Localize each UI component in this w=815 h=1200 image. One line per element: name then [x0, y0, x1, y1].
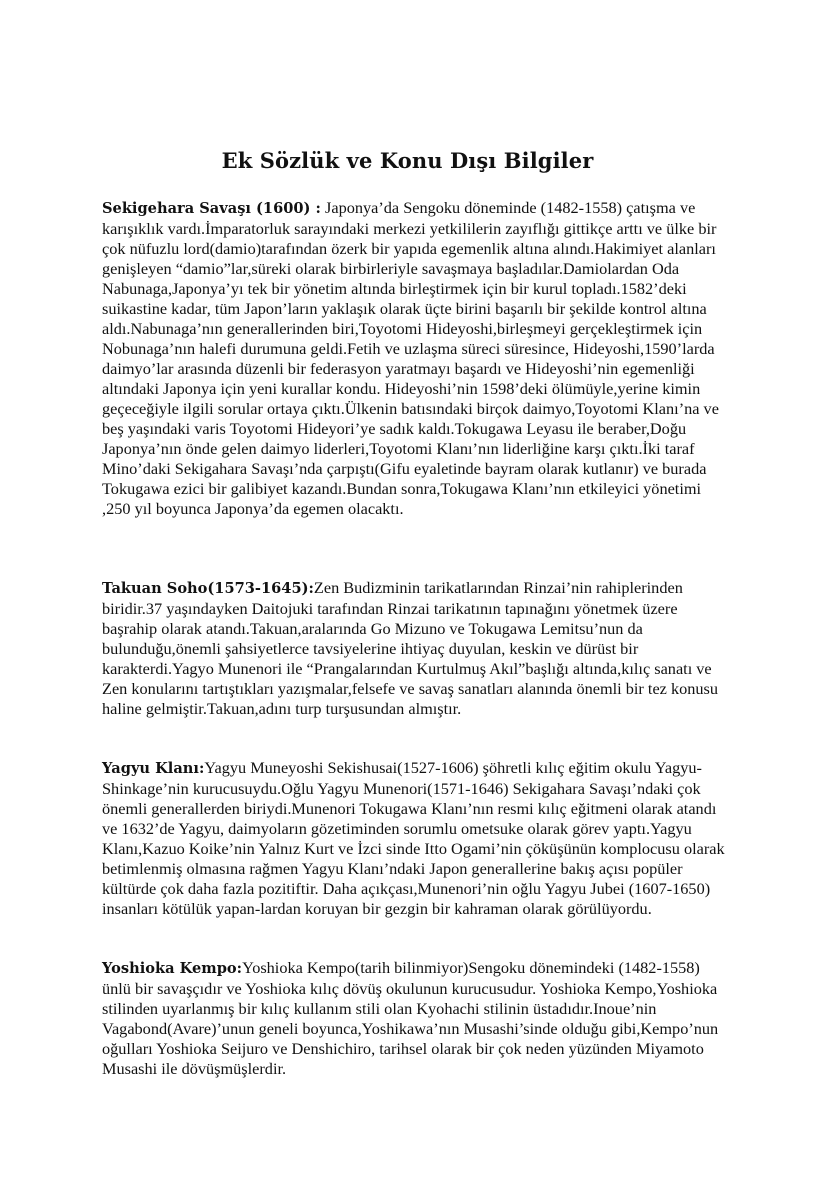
entry-term: Sekigehara Savaşı (1600) :: [102, 200, 321, 217]
entry-text: Yoshioka Kempo(tarih bilinmiyor)Sengoku dönemindeki (1482-1558) ünlü bir savaşçıdır ve Yoshioka kılıç dövüş okulunun kurucusudur. Yoshioka Kempo,Yoshioka stilinden uyarlanmış bir kılıç kullanım stili olan Kyohachi stilinin üstadıdır.Inoue’nin Vagabond(Avare)’unun geneli boyunca,Yoshikawa’nın Musashi’sinde olduğu gibi,Kempo’nun oğulları Yoshioka Seijuro ve Denshichiro, tarihsel olarak bir çok neden yüzünden Miyamoto Musashi ile dövüşmüşlerdir.: [102, 958, 719, 1078]
entry-term: Yagyu Klanı:: [102, 760, 205, 777]
entry-text: Yagyu Muneyoshi Sekishusai(1527-1606) şöhretli kılıç eğitim okulu Yagyu-Shinkage’nin kurucusuydu.Oğlu Yagyu Munenori(1571-1646) Sekigahara Savaşı’ndaki çok önemli generallerden biriydi.Munenori Tokugawa Klanı’nın resmi kılıç eğitmeni olarak atandı ve 1632’de Yagyu, daimyoların gözetiminden sorumlu ometsuke olarak görev yaptı.Yagyu Klanı,Kazuo Koike’nin Yalnız Kurt ve İzci sinde Itto Ogami’nin çöküşünün komplocusu olarak betimlenmiş olmasına rağmen Yagyu Klanı’ndaki Japon generallerine bakış açısı popüler kültürde çok daha fazla pozitiftir. Daha açıkçası,Munenori’nin oğlu Yagyu Jubei (1607-1650) insanları kötülük yapan-lardan koruyan bir gezgin bir kahraman olarak görülüyordu.: [102, 758, 725, 918]
glossary-entry-yagyu: [102, 758, 730, 919]
glossary-entry-sekigehara: [102, 198, 730, 519]
page-title: Ek Sözlük ve Konu Dışı Bilgiler: [221, 148, 594, 173]
entry-text: Japonya’da Sengoku döneminde (1482-1558) çatışma ve karışıklık vardı.İmparatorluk sarayındaki merkezi yetkililerin zayıflığı gittikçe arttı ve ülke bir çok nüfuzlu lord(damio)tarafından özerk bir yapıda egemenlik altına alındı.Hakimiyet alanları genişleyen “damio”lar,süreki olarak birbirleriyle savaşmaya başladılar.Damiolardan Oda Nabunaga,Japonya’yı tek bir yönetim altında birleştirmek için bir kurul topladı.1582’deki suikastine kadar, tüm Japon’ların yaklaşık olarak üçte birini başarılı bir şekilde kontrol altına aldı.Nabunaga’nın generallerinden biri,Toyotomi Hideyoshi,birleşmeyi gerçekleştirmek için Nobunaga’nın halefi durumuna geldi.Fetih ve uzlaşma süreci süresince, Hideyoshi,1590’larda daimyo’lar arasında düzenli bir federasyon yaratmayı başardı ve Hideyoshi’nin egemenliği altındaki Japonya için yeni kurallar kondu. Hideyoshi’nin 1598’deki ölümüyle,yerine kimin geçeceğiyle ilgili sorular ortaya çıktı.Ülkenin batısındaki birçok daimyo,Toyotomi Klanı’na ve beş yaşındaki varis Toyotomi Hideyori’ye sadık kaldı.Tokugawa Leyasu ile beraber,Doğu Japonya’nın önde gelen daimyo liderleri,Toyotomi Klanı’nın liderliğine karşı çıktı.İki taraf Mino’daki Sekigahara Savaşı’nda çarpıştı(Gifu eyaletinde bayram olarak kutlanır) ve burada Tokugawa ezici bir galibiyet kazandı.Bundan sonra,Tokugawa Klanı’nın etkileyici yönetimi ,250 yıl boyunca Japonya’da egemen olacaktı.: [102, 198, 719, 518]
entry-term: Takuan Soho(1573-1645):: [102, 580, 314, 597]
glossary-entry-takuan: [102, 578, 730, 719]
glossary-entry-yoshioka: [102, 958, 730, 1079]
entry-text: Zen Budizminin tarikatlarından Rinzai’nin rahiplerinden biridir.37 yaşındayken Daitojuki tarafından Rinzai tarikatının tapınağını yönetmek üzere başrahip olarak atandı.Takuan,aralarında Go Mizuno ve Tokugawa Lemitsu’nun da bulunduğu,önemli şahsiyetlerce tavsiyelerine ihtiyaç duyulan, keskin ve dürüst bir karakterdi.Yagyo Munenori ile “Prangalarından Kurtulmuş Akıl”başlığı altında,kılıç sanatı ve Zen konularını tartıştıkları yazışmalar,felsefe ve savaş sanatları alanında önemli bir tez konusu haline gelmiştir.Takuan,adını turp turşusundan almıştır.: [102, 578, 719, 718]
entry-term: Yoshioka Kempo:: [102, 960, 243, 977]
